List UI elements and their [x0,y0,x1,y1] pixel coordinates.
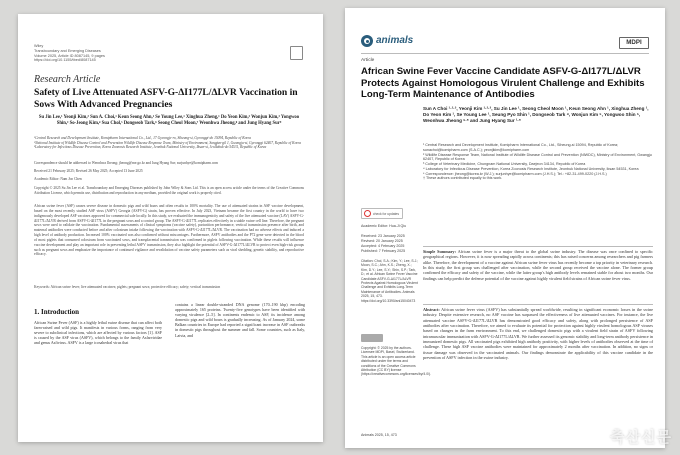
journal-name: animals [376,35,414,46]
publisher-name: MDPI [626,39,642,46]
abstract-text: African swine fever virus (ASFV) has substantially spread worldwide, resulting in significant economic losses in the swine industry. Despite extensive research, no ASF vaccine has surpassed the effectiveness of live attenuated vaccines. For instance, the live attenuated vaccine ASFV-G-ΔI177L/ΔLVR has demonstrated good efficacy and safety, along with prolonged persistence of ASF antibodies after vaccination. Therefore, we aimed to evaluate its potential for protection against highly virulent homologous ASF viruses based on changes in the farm environment. To this end, we challenged domestic pigs with a virulent field strain of ASFV following intramuscular immunization with ASFV-G-ΔI177L/ΔLVR. We further assessed its genomic stability and long-term antibody persistence in immunized domestic pigs. All vaccinated pigs exhibited high antibody positivity, with higher levels of antibodies observed at the time of challenge. These high ASF vaccine antibodies were maintained for approximately 2 months after vaccination. In addition, no signs or tissue damage was observed in the vaccinated animals. Our findings demonstrate the applicability of this vaccine candidate in the prevention of ASFV infection in the swine industry. [423,307,653,361]
sidebar-accepted: Accepted: 4 February 2025 [361,244,405,248]
intro-column-1: African Swine Fever (ASF) is a highly lethal swine disease that can affect both farm-raised and wild pigs. It manifests in various forms, ranging from very severe to subclinical infections, which are affected by various factors [1]. ASF is caused by the ASF virus (ASFV), which belongs to the family Asfarviridae and genus Asfivirus. ASFV is a large icosahedral virus that [34,320,162,346]
newspaper-watermark: 축산신문 [610,429,672,446]
mdpi-logo-icon [619,37,649,49]
left-paper-page [18,14,323,442]
header-rule [361,53,649,54]
correspondence: Correspondence should be addressed to Weonhwa Jheong; jheong@me.go.kr and Jung Hyang Sur; surjunhye@komipharm.com [34,161,219,165]
article-type: Research Article [34,74,101,85]
abstract-label: Abstract: [423,307,440,312]
author-list: Su Jin Lee,¹ Yeonji Kim,² Sun A. Choi,¹ Keun Seong Ahn,¹ Se Young Lee,¹ Xinghua Zheng,¹ Do Yeon Kim,² Wonjun Kim,³ Yongwoo Shin,³ So-Jeong Kim,⁴ Sua Chol,⁵ Dongseob Tark,⁶ Seong Cheol Moon,⁷ Weonhwa Jheong,⁸ and Jung Hyang Sur⁹ [38,115,300,126]
wiley-logo-icon [290,46,303,60]
simple-summary-label: Simple Summary: [423,249,456,254]
sidebar-published: Published: 7 February 2025 [361,249,406,253]
abstract-rule [423,304,653,305]
check-updates-badge[interactable] [361,208,403,219]
check-updates-icon [364,210,371,217]
summary-rule [423,246,653,247]
sidebar-received: Received: 23 January 2025 [361,234,405,238]
copyright-notice: Copyright © 2025 Su Jin Lee et al. Transboundary and Emerging Diseases published by John Wiley & Sons Ltd. This is an open access article under the terms of the Creative Commons Attribution License, which permits use, distribution and reproduction in any medium, provided the original work is properly cited. [34,186,304,195]
cc-by-icon [361,334,383,342]
article-type: Article [361,58,375,63]
sidebar-revised: Revised: 20 January 2025 [361,239,403,243]
section-heading-introduction: 1. Introduction [34,308,79,316]
page-footer: Animals 2025, 15, 473 [361,433,397,438]
right-paper-page [345,8,665,448]
affiliations: ¹ Central Research and Development Institute, Komipharm International Co., Ltd., Siheung-si 15094, Republic of Korea; sunachoi@komipharm.com (S.A.C.); yeonjikim@komipharm.com ² Wildlife Disease Response Team, National Institute of Wildlife Disease Control and Prevention (NIWDC), Ministry of Environment, Gwangju 62407, Republic of Korea ³ College of Veterinary Medicine, Chungnam National University, Daejeon 34134, Republic of Korea ⁴ Laboratory for Infectious Disease Prevention, Korea Zoonosis Research Institute, Jeonbuk National University, Iksan 54531, Korea * Correspondence: jheong@korea.kr (W.J.); surjunhye@komipharm.com (J.H.S.); Tel.: +82-31-499-0220 (J.H.S.) † These authors contributed equally to this work. [423,143,652,181]
sidebar-copyright: Copyright: © 2025 by the authors. Licensee MDPI, Basel, Switzerland. This article is an open access article distributed under the terms and conditions of the Creative Commons Attribution (CC BY) license (https://creativecommons.org/licenses/by/4.0/). [361,346,432,377]
affiliations: ¹Central Research and Development Institute, Komipharm International Co., Ltd., 17 Gyeongje-ro, Siheung-si, Gyeonggi-do 15094, Republic of Korea ²National Institute of Wildlife Disease Control and Prevention Wildlife Disease Response Team, Ministry of Environment, Sangjun-gil 1, Gwangju-si, Gyeonggi 62407, Republic of Korea ³Laboratory for Infectious Disease Prevention, Korea Zoonosis Research Institute, Jeonbuk National University, Iksan-si, Jeollabuk-do 54531, Republic of Korea [34,136,302,150]
abstract [423,307,653,360]
simple-summary [423,249,653,281]
academic-editor: Academic Editor: Nam Joo Chen [34,177,82,181]
sidebar-academic-editor: Academic Editor: Hua-Ji Qiu [361,224,407,228]
abstract-text: African swine fever (ASF) causes severe disease in domestic pigs and wild boars and often results in 100% mortality. The use of attenuated strains in ASF vaccine development, based on the most recently studied ASF virus (ASFV) Georgia (ASFV-G) strain, has proven effective. In July 2023, Vietnam became the first country in the world to have two indigenously developed ASF vaccines approved for commercial sale locally. In this study, we evaluated the immunogenicity and safety of the live attenuated vaccine (LAV) ASFV-G-ΔI177L/ΔLVR derived from ASFV-G-ΔI177L in the pregnant sows and a control group. The ASFV-G-ΔI177L replicates effectively in a stable swine cell line. Therefore, the pregnant sows were used to validate the vaccination. Fundamental assessments of clinical symptoms (vaccine safety), parturition performance, vertical transmission presence after birth, and maternal antibodies were conducted before and after colostrum intake following the vaccination with ASFV-G-ΔI177L/ΔLVR. The vaccination had no adverse effects and induced a high level of antibody production. Increased 100% vaccinated was also confirmed without miscarriages. Furthermore, ASFV antibodies and the P72 gene were detected in the blood of most piglets that consumed colostrum from vaccinated sows, and transplacental transmission was confirmed in piglets following vaccination. While these results will influence vaccine development and play an important role in preventing lethal ASFV transmission, they also highlight the potential of ASFV-G-ΔI177L/ΔLVR to protect even high-risk groups such as pregnant sows and emphasize the importance of continued vigilance and revalidation of vaccine safety parameters such as viral shedding, genetic stability, and reproductive efficacy. [34,204,304,257]
journal-header: Wiley Transboundary and Emerging Diseases Volume 2025, Article ID 8087145, 9 pages https://doi.org/10.1155/tbed/8087145 [34,44,105,63]
sidebar-citation: Citation: Choi, S.A.; Kim, Y.; Lee, S.J.; Moon, S.C.; Ahn, K.S.; Zheng, X.; Kim, D.Y.; Lee, S.Y.; Shin, S.P.; Tark, D.; et al. African Swine Fever Vaccine Candidate ASFV-G-ΔI177L/ΔLVR Protects Against Homologous Virulent Challenge and Exhibits Long-Term Maintenance of Antibodies. Animals 2025, 15, 473. https://doi.org/10.3390/ani15040473 [361,259,419,303]
simple-summary-text: African swine fever is a major threat to the global swine industry. The disease was once confined to specific geographical regions. However, it is now spreading rapidly across continents; this has raised concerns among researchers and pig farmers alike. Therefore, the development of a vaccine against African swine fever virus has recently become a top priority in veterinary research. In this study, the first group was challenged after vaccination, while the second group received the vaccine alone. The former group confirmed the efficacy and safety of the vaccine, while the latter group's high antibody levels remained stable for about two months. Our findings can help predict the defense potential of the vaccine against highly virulent field strains of African swine fever virus. [423,249,653,281]
animals-logo-icon [361,35,373,47]
received-dates: Received 21 February 2025; Revised 26 May 2025; Accepted 13 June 2025 [34,169,143,173]
check-updates-label: check for updates [373,211,400,216]
intro-column-2: contains a linear double-stranded DNA genome (170–190 kbp) encoding approximately 165 proteins. Twenty-five genotypes have been identified with varying virulence [2–5]. In continents endemic to ASF, its incidence among domestic pigs and wild boars is gradually increasing. As of January 2024, some Balkan countries in Europe had reported a significant increase in ASF outbreaks in domestic pigs throughout the summer and fall. Some countries, such as Italy, Latvia, and [175,302,305,338]
paper-title: Safety of Live Attenuated ASFV-G-ΔI177L/ΔLVR Vaccination in Sows With Advanced Pregnancies [34,87,298,110]
keywords: Keywords: African swine fever; live attenuated vaccines; piglets; pregnant sows; protective efficacy; safety; vertical transmission [34,285,221,289]
author-list: Sun A Choi ¹·²·³, Yeonji Kim ¹·²·³, Su Jin Lee ¹, Seong Cheol Moon ¹, Keun Seong Ahn ¹, Xinghua Zheng ¹, Do Yeon Kim ¹, Se Young Lee ¹, Seung Pyo Shin ¹, Dongseob Tark ⁴, Wonjun Kim ⁵, Yongwoo Shin ⁵, Weonhwa Jheong ⁶·* and Jung Hyang Sur ¹·* [423,106,649,123]
paper-title: African Swine Fever Vaccine Candidate ASFV-G-ΔI177L/ΔLVR Protects Against Homologous Virulent Challenge and Exhibits Long-Term Maintenance of Antibodies [361,66,645,101]
